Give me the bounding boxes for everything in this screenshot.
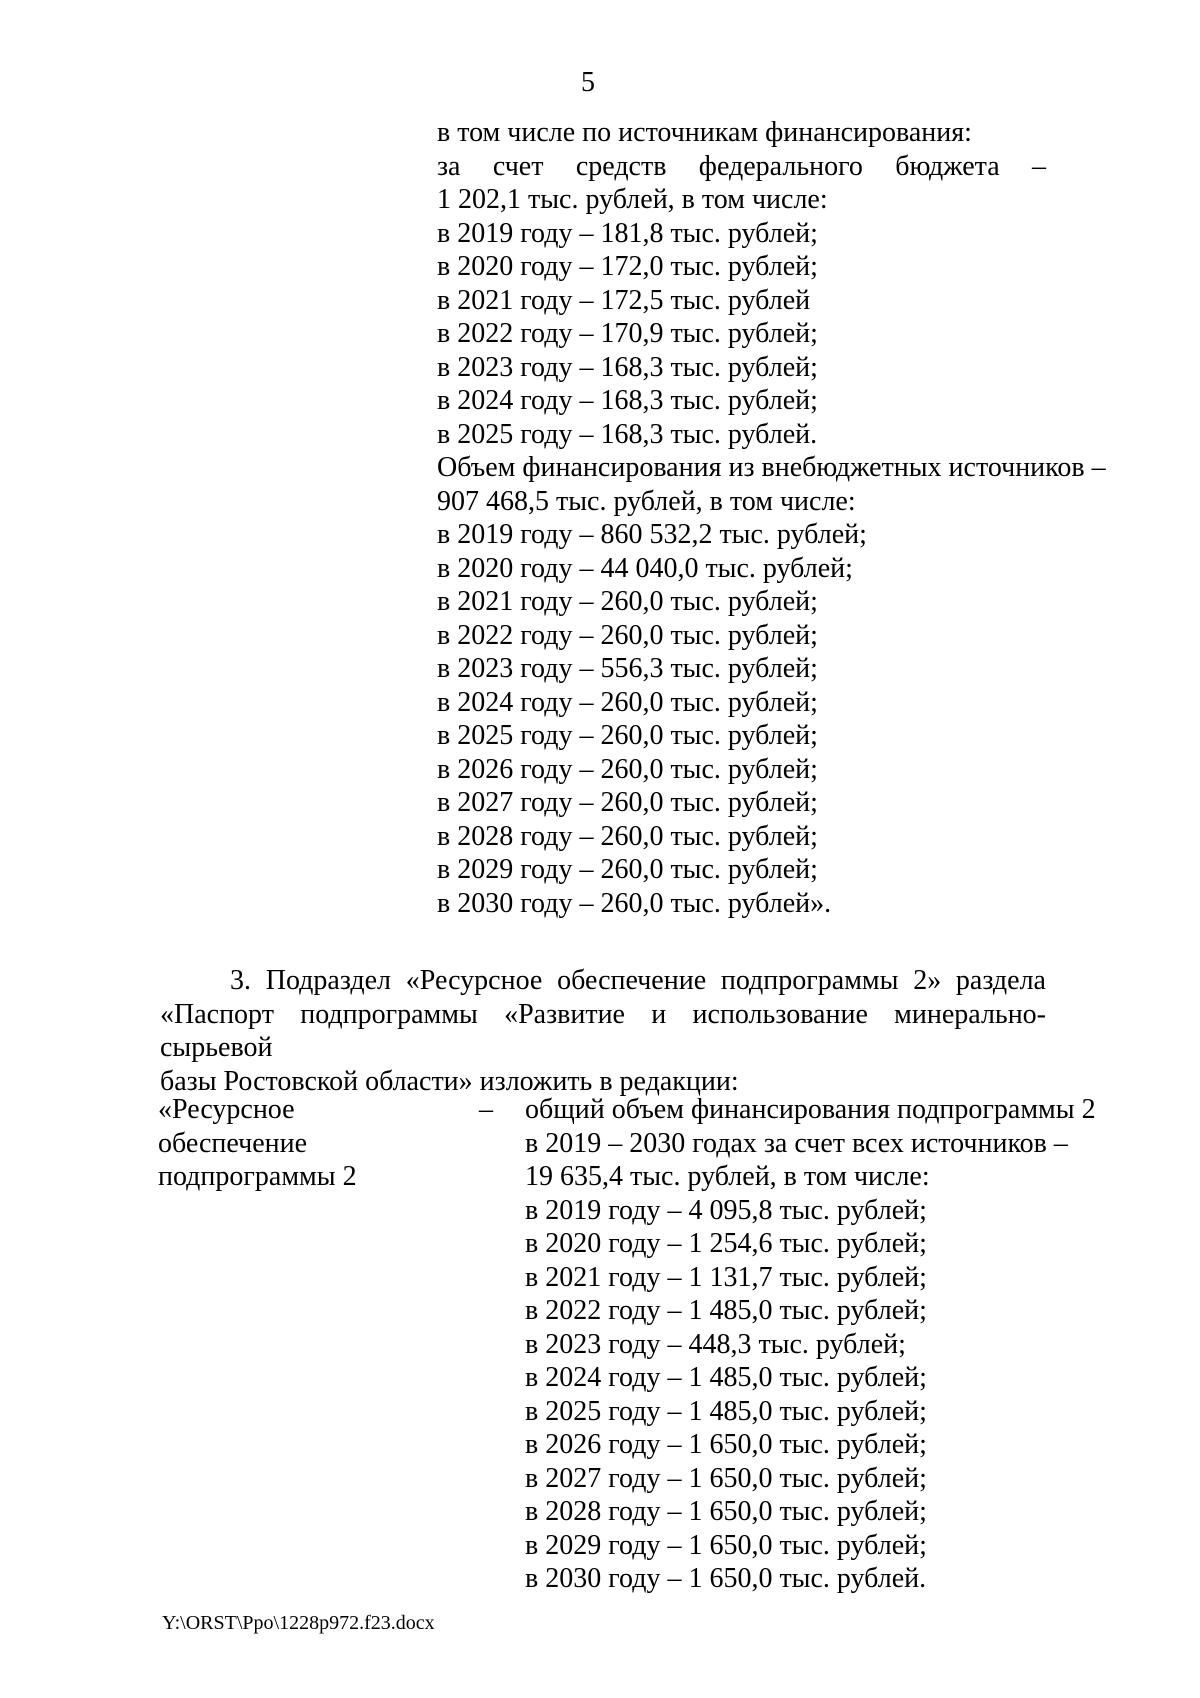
funding-line: в 2022 году – 260,0 тыс. рублей;: [437, 619, 818, 651]
resource-value-line: в 2021 году – 1 131,7 тыс. рублей;: [525, 1261, 927, 1293]
resource-value-line: общий объем финансирования подпрограммы 2: [525, 1094, 1096, 1125]
funding-line: в 2025 году – 260,0 тыс. рублей;: [437, 720, 818, 751]
resource-value-line: в 2030 году – 1 650,0 тыс. рублей.: [525, 1563, 927, 1594]
resource-value-line: в 2025 году – 1 485,0 тыс. рублей;: [525, 1395, 927, 1427]
resource-value-line: в 2022 году – 1 485,0 тыс. рублей;: [525, 1295, 927, 1326]
resource-table-values: [525, 1093, 1096, 1596]
funding-line: за счет средств федерального бюджета –: [437, 150, 1046, 182]
funding-line: в 2029 году – 260,0 тыс. рублей;: [437, 854, 818, 885]
funding-line: 907 468,5 тыс. рублей, в том числе:: [437, 485, 856, 517]
funding-line: в 2025 году – 168,3 тыс. рублей.: [437, 418, 818, 450]
funding-line: в 2028 году – 260,0 тыс. рублей;: [437, 820, 818, 852]
funding-line: в 2021 году – 172,5 тыс. рублей: [437, 284, 811, 316]
funding-line: в 2024 году – 168,3 тыс. рублей;: [437, 385, 818, 416]
resource-value-line: в 2027 году – 1 650,0 тыс. рублей;: [525, 1462, 927, 1494]
paragraph-line: 3. Подраздел «Ресурсное обеспечение подпрограммы 2» раздела: [230, 965, 1046, 996]
paragraph-3: [160, 964, 1046, 1098]
resource-table-label: [158, 1093, 473, 1194]
resource-value-line: в 2023 году – 448,3 тыс. рублей;: [525, 1328, 906, 1360]
funding-line: в 2019 году – 860 532,2 тыс. рублей;: [437, 519, 867, 550]
resource-value-line: в 2029 году – 1 650,0 тыс. рублей;: [525, 1529, 927, 1561]
dash-separator: –: [479, 1094, 493, 1125]
paragraph-line: «Паспорт подпрограммы «Развитие и использование минерально-сырьевой: [160, 998, 1046, 1063]
page-number: 5: [581, 67, 595, 98]
resource-value-line: в 2020 году – 1 254,6 тыс. рублей;: [525, 1228, 927, 1259]
funding-line: в 2020 году – 44 040,0 тыс. рублей;: [437, 552, 853, 584]
funding-line: в 2026 году – 260,0 тыс. рублей;: [437, 753, 818, 785]
resource-value-line: в 2019 году – 4 095,8 тыс. рублей;: [525, 1194, 927, 1226]
funding-line: в 2024 году – 260,0 тыс. рублей;: [437, 686, 818, 718]
funding-sources-block: [437, 116, 1106, 920]
resource-label-line: подпрограммы 2: [158, 1161, 357, 1192]
funding-line: 1 202,1 тыс. рублей, в том числе:: [437, 184, 828, 215]
footer-file-path: Y:\ORST\Ppo\1228p972.f23.docx: [162, 1612, 435, 1634]
funding-line: в 2021 году – 260,0 тыс. рублей;: [437, 586, 818, 617]
resource-value-line: в 2028 году – 1 650,0 тыс. рублей;: [525, 1496, 927, 1527]
funding-line: в 2020 году – 172,0 тыс. рублей;: [437, 251, 818, 282]
resource-value-line: в 2026 году – 1 650,0 тыс. рублей;: [525, 1429, 927, 1460]
funding-line: в 2023 году – 168,3 тыс. рублей;: [437, 351, 818, 383]
funding-line: в 2030 году – 260,0 тыс. рублей».: [437, 887, 832, 919]
resource-label-line: обеспечение: [158, 1127, 308, 1159]
resource-value-line: в 2024 году – 1 485,0 тыс. рублей;: [525, 1362, 927, 1393]
funding-line: в 2022 году – 170,9 тыс. рублей;: [437, 318, 818, 349]
funding-line: в 2027 году – 260,0 тыс. рублей;: [437, 787, 818, 818]
funding-line: в 2019 году – 181,8 тыс. рублей;: [437, 217, 818, 249]
funding-line: в 2023 году – 556,3 тыс. рублей;: [437, 653, 818, 684]
funding-line: Объем финансирования из внебюджетных источников –: [437, 452, 1106, 483]
resource-value-line: в 2019 – 2030 годах за счет всех источников –: [525, 1127, 1068, 1159]
resource-label-line: «Ресурсное: [158, 1094, 295, 1125]
funding-line: в том числе по источникам финансирования:: [437, 117, 972, 148]
paragraph-line: базы Ростовской области» изложить в редакции:: [160, 1065, 739, 1097]
resource-value-line: 19 635,4 тыс. рублей, в том числе:: [525, 1161, 930, 1192]
